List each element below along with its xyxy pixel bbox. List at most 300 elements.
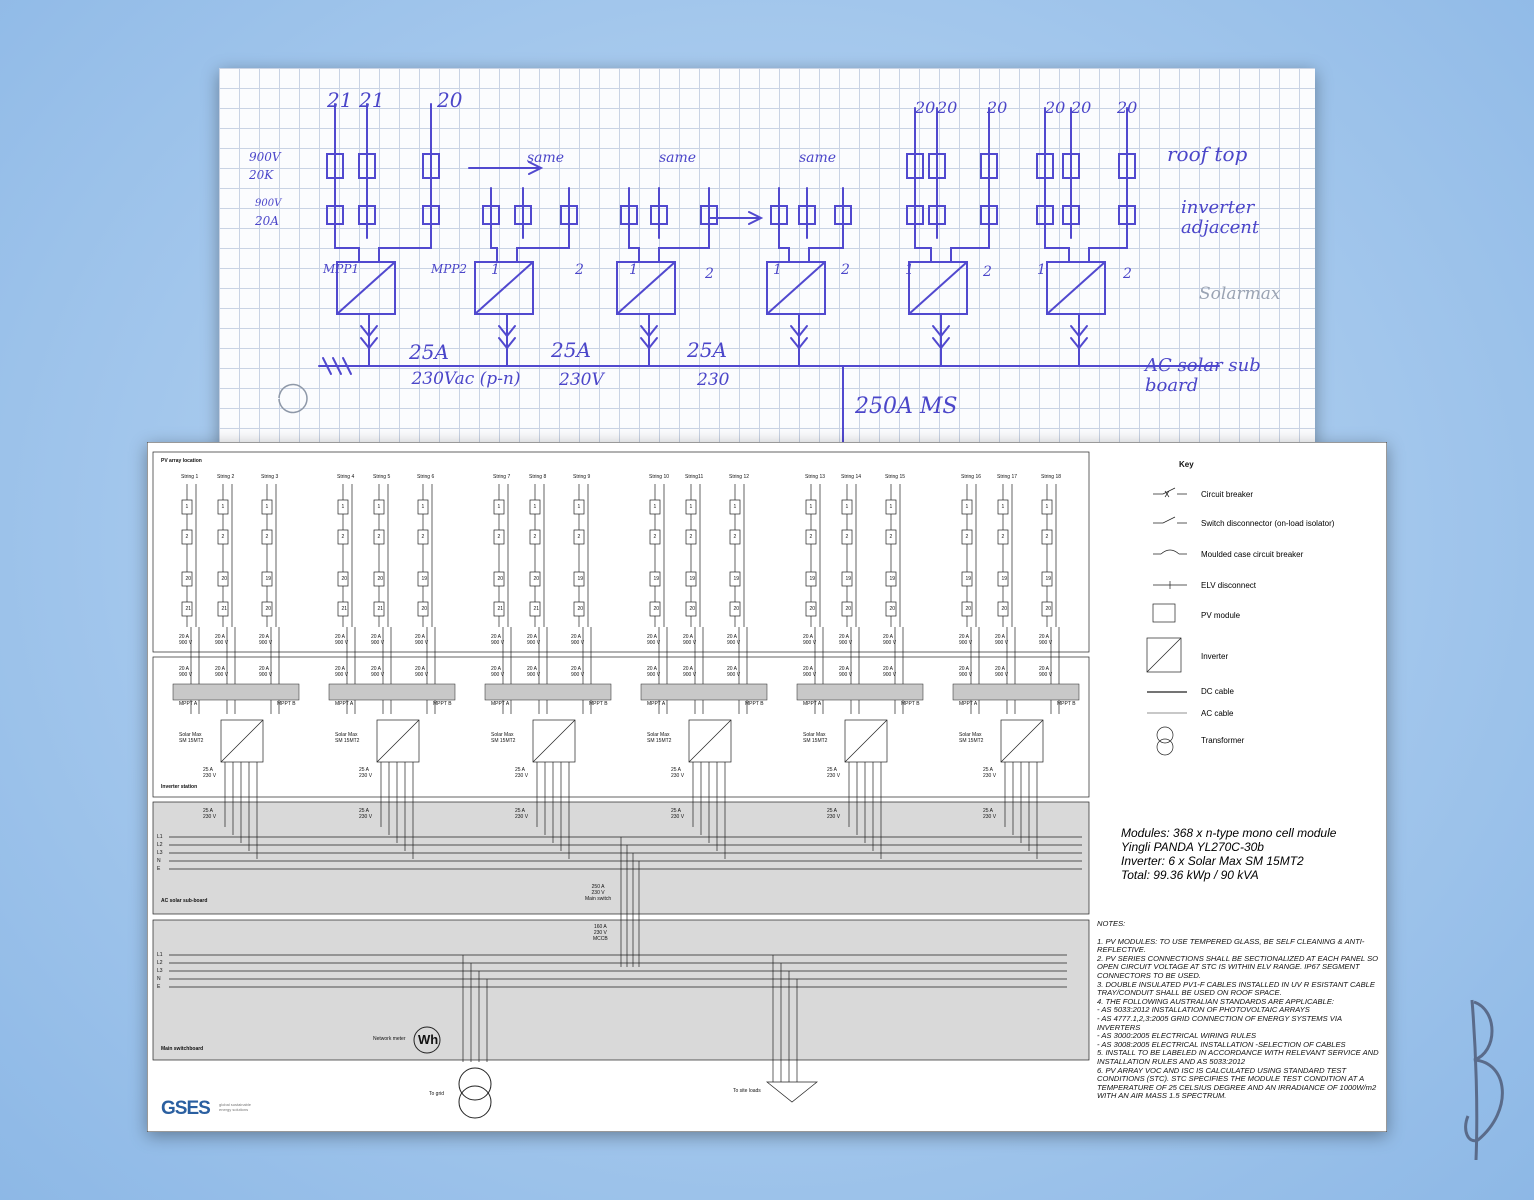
string-label: String 9 <box>573 474 591 480</box>
sketch-label: AC solar sub board <box>1145 355 1261 396</box>
string-label: String 1 <box>181 474 199 480</box>
mppt-b-label: MPPT B <box>745 701 764 707</box>
string-breaker-rating: 20 A <box>1039 634 1050 640</box>
string-breaker-rating: 20 A <box>683 634 694 640</box>
isolator-voltage: 900 V <box>647 672 661 678</box>
to-grid-label: To grid <box>429 1091 445 1097</box>
mppt-a-label: MPPT A <box>491 701 510 707</box>
sketch-num: 20 <box>915 98 936 117</box>
sketch-ac-feed <box>791 314 807 366</box>
hand-sketch-sheet <box>219 68 1315 448</box>
mppt-b-label: MPPT B <box>1057 701 1076 707</box>
mppt-b-label: MPPT B <box>901 701 920 707</box>
string-breaker-rating: 20 A <box>647 634 658 640</box>
isolator-voltage: 900 V <box>803 672 817 678</box>
mppt-b-label: MPPT B <box>433 701 452 707</box>
module-number: 2 <box>653 534 657 540</box>
module-number: 20 <box>1045 606 1052 612</box>
module-number: 1 <box>265 504 269 510</box>
key-title: Key <box>1179 460 1194 469</box>
combiner-box <box>173 684 299 700</box>
string-label: String 17 <box>997 474 1018 480</box>
inverter-name: Solar Max <box>491 732 514 738</box>
sketch-num: 20 <box>1045 98 1066 117</box>
sketch-ac-feed <box>499 314 515 366</box>
string-breaker-rating: 20 A <box>259 634 270 640</box>
net-meter-label: Network meter <box>373 1036 406 1042</box>
isolator-rating: 20 A <box>371 666 382 672</box>
isolator-voltage: 900 V <box>335 672 349 678</box>
inverter-model: SM 15MT2 <box>647 738 672 744</box>
note-item: - AS 4777.1,2,3:2005 GRID CONNECTION OF ENERGY SYSTEMS VIA INVERTERS <box>1097 1013 1342 1032</box>
inverter-model: SM 15MT2 <box>803 738 828 744</box>
module-number: 20 <box>533 576 540 582</box>
inverter-model: SM 15MT2 <box>959 738 984 744</box>
key-elv-disconnect: ELV disconnect <box>1201 581 1256 590</box>
string-breaker-voltage: 900 V <box>259 640 273 646</box>
meter-symbol: Wh <box>418 1032 439 1047</box>
sketch-inverter-diag <box>617 262 675 314</box>
key-switch-disconnector: Switch disconnector (on-load isolator) <box>1201 519 1335 528</box>
isolator-rating: 20 A <box>259 666 270 672</box>
mccb-rating: 160 A <box>593 924 607 930</box>
isolator-rating: 20 A <box>415 666 426 672</box>
string-breaker-rating: 20 A <box>803 634 814 640</box>
string-label: String 4 <box>337 474 355 480</box>
key-transformer: Transformer <box>1201 736 1245 745</box>
sketch-mppt: 1 <box>629 262 638 278</box>
subboard-breaker-voltage: 230 V <box>827 814 841 820</box>
module-number: 20 <box>421 606 428 612</box>
isolator-rating: 20 A <box>1039 666 1050 672</box>
module-number: 1 <box>965 504 969 510</box>
combiner-box <box>953 684 1079 700</box>
combiner-box <box>329 684 455 700</box>
transformer-icon-lower <box>1157 739 1173 755</box>
string-breaker-rating: 20 A <box>527 634 538 640</box>
string-breaker-rating: 20 A <box>179 634 190 640</box>
sketch-num: 20 <box>1117 98 1138 117</box>
string-breaker-rating: 20 A <box>215 634 226 640</box>
ac-breaker-voltage: 230 V <box>983 773 997 779</box>
string-label: String 3 <box>261 474 279 480</box>
sketch-mppt: 1 <box>773 262 782 278</box>
sketch-note: 900V <box>255 198 282 209</box>
module-number: 20 <box>845 606 852 612</box>
subboard-breaker-rating: 25 A <box>671 808 682 814</box>
sketch-dc-feed <box>335 238 431 262</box>
string-breaker-voltage: 900 V <box>415 640 429 646</box>
string-label: String 15 <box>885 474 906 480</box>
inverter-name: Solar Max <box>179 732 202 738</box>
string-label: String 16 <box>961 474 982 480</box>
sketch-voltage: 230V <box>559 370 604 390</box>
single-line-diagram-sheet <box>147 442 1387 1132</box>
sketch-mppt: 2 <box>705 266 714 282</box>
sketch-mppt: 1 <box>491 262 500 278</box>
combiner-box <box>485 684 611 700</box>
circuit-breaker-icon <box>1153 488 1187 497</box>
phase-label: E <box>157 866 161 872</box>
inverter-icon-diag <box>1147 638 1181 672</box>
note-item: 5. INSTALL TO BE LABELED IN ACCORDANCE WITH RELEVANT SERVICE AND INSTALLATION RULES AND AS 5033:2012 <box>1097 1048 1379 1066</box>
string-breaker-rating: 20 A <box>883 634 894 640</box>
module-number: 19 <box>889 576 896 582</box>
sketch-mppt: 1 <box>1037 262 1046 278</box>
inverter-name: Solar Max <box>335 732 358 738</box>
subboard-breaker-voltage: 230 V <box>203 814 217 820</box>
module-number: 1 <box>341 504 345 510</box>
isolator-voltage: 900 V <box>415 672 429 678</box>
ac-breaker-voltage: 230 V <box>359 773 373 779</box>
string-breaker-voltage: 900 V <box>571 640 585 646</box>
ac-breaker-voltage: 230 V <box>515 773 529 779</box>
module-number: 2 <box>689 534 693 540</box>
ac-subboard-label: AC solar sub-board <box>161 898 208 904</box>
sketch-dc-feed <box>491 238 569 262</box>
string-label: String 2 <box>217 474 235 480</box>
modules-line: Yingli PANDA YL270C-30b <box>1121 840 1264 854</box>
string-breaker-rating: 20 A <box>995 634 1006 640</box>
inverter-model: SM 15MT2 <box>179 738 204 744</box>
modules-line: Total: 99.36 kWp / 90 kVA <box>1121 868 1259 882</box>
module-number: 20 <box>733 606 740 612</box>
mccb-label <box>593 924 608 942</box>
module-number: 1 <box>809 504 813 510</box>
sketch-label: inverter adjacent <box>1181 197 1260 238</box>
phase-label: L3 <box>157 968 163 974</box>
subboard-breaker-rating: 25 A <box>983 808 994 814</box>
module-number: 1 <box>733 504 737 510</box>
sketch-ac-feed <box>361 314 377 366</box>
key-dc-cable: DC cable <box>1201 687 1234 696</box>
phase-label: N <box>157 858 161 864</box>
module-number: 19 <box>965 576 972 582</box>
sketch-same: same <box>527 150 565 166</box>
isolator-rating: 20 A <box>839 666 850 672</box>
string-breaker-voltage: 900 V <box>1039 640 1053 646</box>
subboard-breaker-voltage: 230 V <box>983 814 997 820</box>
module-number: 2 <box>377 534 381 540</box>
module-number: 1 <box>653 504 657 510</box>
notes-title: NOTES: <box>1097 919 1126 928</box>
ac-breaker-rating: 25 A <box>983 767 994 773</box>
module-number: 20 <box>497 576 504 582</box>
module-number: 21 <box>185 606 192 612</box>
key-inverter: Inverter <box>1201 652 1229 661</box>
sketch-hole <box>279 385 307 413</box>
sketch-note: 20A <box>255 214 279 228</box>
key-ac-cable: AC cable <box>1201 709 1234 718</box>
module-number: 19 <box>733 576 740 582</box>
main-switch-name: Main switch <box>585 896 612 902</box>
ac-breaker-rating: 25 A <box>203 767 214 773</box>
note-item: 3. DOUBLE INSULATED PV1-F CABLES INSTALLED IN UV R ESISTANT CABLE TRAY/CONDUIT SHALL BE USED ON ROOF SPACE. <box>1097 979 1375 998</box>
string-label: String 6 <box>417 474 435 480</box>
note-item: - AS 5033:2012 INSTALLATION OF PHOTOVOLTAIC ARRAYS <box>1097 1005 1310 1015</box>
subboard-breaker-rating: 25 A <box>203 808 214 814</box>
string-breaker-rating: 20 A <box>571 634 582 640</box>
isolator-voltage: 900 V <box>571 672 585 678</box>
string-breaker-voltage: 900 V <box>647 640 661 646</box>
pv-array-section <box>153 452 1089 652</box>
ac-breaker-voltage: 230 V <box>203 773 217 779</box>
module-number: 2 <box>421 534 425 540</box>
sketch-bus-end <box>323 358 351 374</box>
isolator-voltage: 900 V <box>683 672 697 678</box>
sketch-num: 21 <box>327 88 353 112</box>
sketch-ac-feed <box>1071 314 1087 366</box>
module-number: 1 <box>497 504 501 510</box>
string-breaker-voltage: 900 V <box>371 640 385 646</box>
sketch-mppt: MPP1 <box>323 262 360 276</box>
ac-breaker-voltage: 230 V <box>671 773 685 779</box>
string-label: String 5 <box>373 474 391 480</box>
pv-module-icon <box>1153 604 1175 622</box>
sketch-same: same <box>659 150 697 166</box>
string-breaker-voltage: 900 V <box>683 640 697 646</box>
mppt-a-label: MPPT A <box>647 701 666 707</box>
inverter-model: SM 15MT2 <box>491 738 516 744</box>
ac-breaker-rating: 25 A <box>359 767 370 773</box>
module-number: 1 <box>221 504 225 510</box>
mppt-a-label: MPPT A <box>335 701 354 707</box>
elv-disconnect-icon <box>1153 581 1187 589</box>
isolator-voltage: 900 V <box>371 672 385 678</box>
string-breaker-rating: 20 A <box>335 634 346 640</box>
module-number: 19 <box>653 576 660 582</box>
isolator-voltage: 900 V <box>1039 672 1053 678</box>
sketch-label: Solarmax <box>1199 284 1281 304</box>
mppt-a-label: MPPT A <box>959 701 978 707</box>
string-breaker-rating: 20 A <box>727 634 738 640</box>
module-number: 19 <box>265 576 272 582</box>
module-number: 19 <box>689 576 696 582</box>
module-number: 1 <box>533 504 537 510</box>
module-number: 20 <box>577 606 584 612</box>
string-breaker-rating: 20 A <box>839 634 850 640</box>
isolator-voltage: 900 V <box>883 672 897 678</box>
sketch-inverter-diag <box>909 262 967 314</box>
inverter-station-label: Inverter station <box>161 784 198 790</box>
string-breaker-voltage: 900 V <box>995 640 1009 646</box>
pv-array-location-label: PV array location <box>161 458 202 464</box>
isolator-rating: 20 A <box>527 666 538 672</box>
string-label: String11 <box>685 474 704 480</box>
isolator-rating: 20 A <box>959 666 970 672</box>
module-number: 20 <box>653 606 660 612</box>
key-mccb: Moulded case circuit breaker <box>1201 550 1304 559</box>
module-number: 20 <box>689 606 696 612</box>
module-number: 19 <box>845 576 852 582</box>
signature-mark <box>1448 990 1518 1170</box>
module-number: 20 <box>221 576 228 582</box>
ac-breaker-rating: 25 A <box>827 767 838 773</box>
main-switchboard-label: Main switchboard <box>161 1046 204 1052</box>
module-number: 20 <box>265 606 272 612</box>
note-item: - AS 3000:2005 ELECTRICAL WIRING RULES <box>1097 1031 1257 1041</box>
subboard-breaker-voltage: 230 V <box>515 814 529 820</box>
isolator-rating: 20 A <box>727 666 738 672</box>
subboard-breaker-rating: 25 A <box>827 808 838 814</box>
transformer-lower <box>459 1086 491 1118</box>
module-number: 20 <box>377 576 384 582</box>
isolator-rating: 20 A <box>683 666 694 672</box>
inverter-model: SM 15MT2 <box>335 738 360 744</box>
sketch-label: roof top <box>1167 142 1248 166</box>
module-number: 1 <box>377 504 381 510</box>
module-number: 2 <box>497 534 501 540</box>
module-number: 2 <box>965 534 969 540</box>
key-circuit-breaker: Circuit breaker <box>1201 490 1254 499</box>
module-number: 20 <box>1001 606 1008 612</box>
phase-label: L3 <box>157 850 163 856</box>
module-number: 2 <box>809 534 813 540</box>
inverter-name: Solar Max <box>803 732 826 738</box>
module-number: 2 <box>1001 534 1005 540</box>
isolator-voltage: 900 V <box>839 672 853 678</box>
phase-label: L2 <box>157 960 163 966</box>
inverter-name: Solar Max <box>647 732 670 738</box>
module-number: 21 <box>341 606 348 612</box>
sketch-note: 900V <box>249 150 281 164</box>
note-item: 2. PV SERIES CONNECTIONS SHALL BE SECTIONALIZED AT EACH PANEL SO OPEN CIRCUIT VOLTAGE AT STC IS WITHIN ELV RANGE. IP67 SEGMENT CONNECTORS TO BE USED. <box>1097 953 1379 980</box>
string-breaker-rating: 20 A <box>959 634 970 640</box>
transformer-icon-upper <box>1157 727 1173 743</box>
string-breaker-voltage: 900 V <box>215 640 229 646</box>
module-number: 19 <box>421 576 428 582</box>
phase-label: N <box>157 976 161 982</box>
ac-breaker-rating: 25 A <box>671 767 682 773</box>
mccb-name: MCCB <box>593 936 608 942</box>
string-breaker-rating: 20 A <box>415 634 426 640</box>
module-number: 2 <box>221 534 225 540</box>
sketch-dc-feed <box>779 238 843 262</box>
string-breaker-rating: 20 A <box>371 634 382 640</box>
notes-block <box>1097 920 1387 1101</box>
module-number: 19 <box>809 576 816 582</box>
sketch-mppt: 2 <box>983 264 992 280</box>
gses-logo-sub: global sustainable energy solutions <box>219 1102 252 1112</box>
module-number: 19 <box>1045 576 1052 582</box>
phase-label: E <box>157 984 161 990</box>
isolator-voltage: 900 V <box>215 672 229 678</box>
module-number: 2 <box>265 534 269 540</box>
sketch-mppt: MPP2 <box>431 262 468 276</box>
string-breaker-voltage: 900 V <box>883 640 897 646</box>
module-number: 21 <box>497 606 504 612</box>
string-label: String 14 <box>841 474 862 480</box>
isolator-rating: 20 A <box>883 666 894 672</box>
sketch-dc-feed <box>629 238 709 262</box>
module-number: 1 <box>185 504 189 510</box>
string-breaker-voltage: 900 V <box>839 640 853 646</box>
transformer-upper <box>459 1068 491 1100</box>
gses-logo-text: GSES <box>161 1098 210 1119</box>
sketch-current: 25A <box>551 338 591 362</box>
sketch-main-label: 250A MS <box>855 394 958 419</box>
isolator-voltage: 900 V <box>995 672 1009 678</box>
phase-label: L1 <box>157 834 163 840</box>
isolator-voltage: 900 V <box>491 672 505 678</box>
module-number: 20 <box>185 576 192 582</box>
sketch-inverter-diag <box>475 262 533 314</box>
modules-line: Modules: 368 x n-type mono cell module <box>1121 826 1337 840</box>
sketch-mppt: 2 <box>841 262 850 278</box>
isolator-voltage: 900 V <box>959 672 973 678</box>
subboard-breaker-voltage: 230 V <box>359 814 373 820</box>
string-breaker-voltage: 900 V <box>527 640 541 646</box>
subboard-breaker-rating: 25 A <box>515 808 526 814</box>
module-number: 1 <box>421 504 425 510</box>
sketch-current: 25A <box>687 338 727 362</box>
module-number: 20 <box>965 606 972 612</box>
mppt-a-label: MPPT A <box>179 701 198 707</box>
mppt-b-label: MPPT B <box>589 701 608 707</box>
combiner-box <box>797 684 923 700</box>
combiner-box <box>641 684 767 700</box>
mppt-b-label: MPPT B <box>277 701 296 707</box>
note-item: 6. PV ARRAY VOC AND ISC IS CALCULATED USING STANDARD TEST CONDITIONS (STC). STC SPECIFIES THE MODULE TEST CONDITION AT A TEMPERATURE OF 25 CELSIUS DEGREE AND AN IRRADIANCE OF 1000W/m2 WITH AN AIR MASS 1.5 SPECTRUM. <box>1097 1065 1377 1101</box>
inverter-station-section <box>153 657 1089 797</box>
sketch-ac-feed <box>933 314 949 366</box>
subboard-breaker-rating: 25 A <box>359 808 370 814</box>
string-breaker-voltage: 900 V <box>727 640 741 646</box>
note-item: 4. THE FOLLOWING AUSTRALIAN STANDARDS ARE APPLICABLE: <box>1097 996 1335 1006</box>
module-number: 1 <box>845 504 849 510</box>
module-number: 2 <box>533 534 537 540</box>
sketch-same: same <box>799 150 837 166</box>
module-number: 21 <box>533 606 540 612</box>
module-number: 2 <box>845 534 849 540</box>
sketch-num: 20 <box>437 88 463 112</box>
sketch-num: 20 <box>937 98 958 117</box>
sketch-voltage: 230Vac (p-n) <box>411 369 521 389</box>
mccb-voltage: 230 V <box>593 930 607 936</box>
module-number: 1 <box>1001 504 1005 510</box>
isolator-rating: 20 A <box>179 666 190 672</box>
note-item: 1. PV MODULES: TO USE TEMPERED GLASS, BE SELF CLEANING & ANTI-REFLECTIVE. <box>1097 936 1365 955</box>
sketch-current: 25A <box>409 340 449 364</box>
string-breaker-voltage: 900 V <box>491 640 505 646</box>
mppt-a-label: MPPT A <box>803 701 822 707</box>
isolator-voltage: 900 V <box>727 672 741 678</box>
module-number: 1 <box>1045 504 1049 510</box>
isolator-rating: 20 A <box>647 666 658 672</box>
sketch-inverter-diag <box>1047 262 1105 314</box>
mccb-icon <box>1153 550 1187 554</box>
phase-label: L2 <box>157 842 163 848</box>
isolator-rating: 20 A <box>995 666 1006 672</box>
sketch-num: 21 <box>359 88 385 112</box>
isolator-rating: 20 A <box>571 666 582 672</box>
sketch-ac-feed <box>641 314 657 366</box>
module-number: 20 <box>889 606 896 612</box>
string-breaker-voltage: 900 V <box>959 640 973 646</box>
modules-line: Inverter: 6 x Solar Max SM 15MT2 <box>1121 854 1304 868</box>
module-number: 2 <box>1045 534 1049 540</box>
isolator-voltage: 900 V <box>259 672 273 678</box>
module-number: 2 <box>889 534 893 540</box>
string-label: String 12 <box>729 474 750 480</box>
string-breaker-voltage: 900 V <box>803 640 817 646</box>
isolator-voltage: 900 V <box>527 672 541 678</box>
string-label: String 7 <box>493 474 511 480</box>
sketch-dc-feed <box>1045 238 1127 262</box>
ac-breaker-voltage: 230 V <box>827 773 841 779</box>
main-switch-rating: 250 A <box>591 884 605 890</box>
sketch-num: 20 <box>1071 98 1092 117</box>
